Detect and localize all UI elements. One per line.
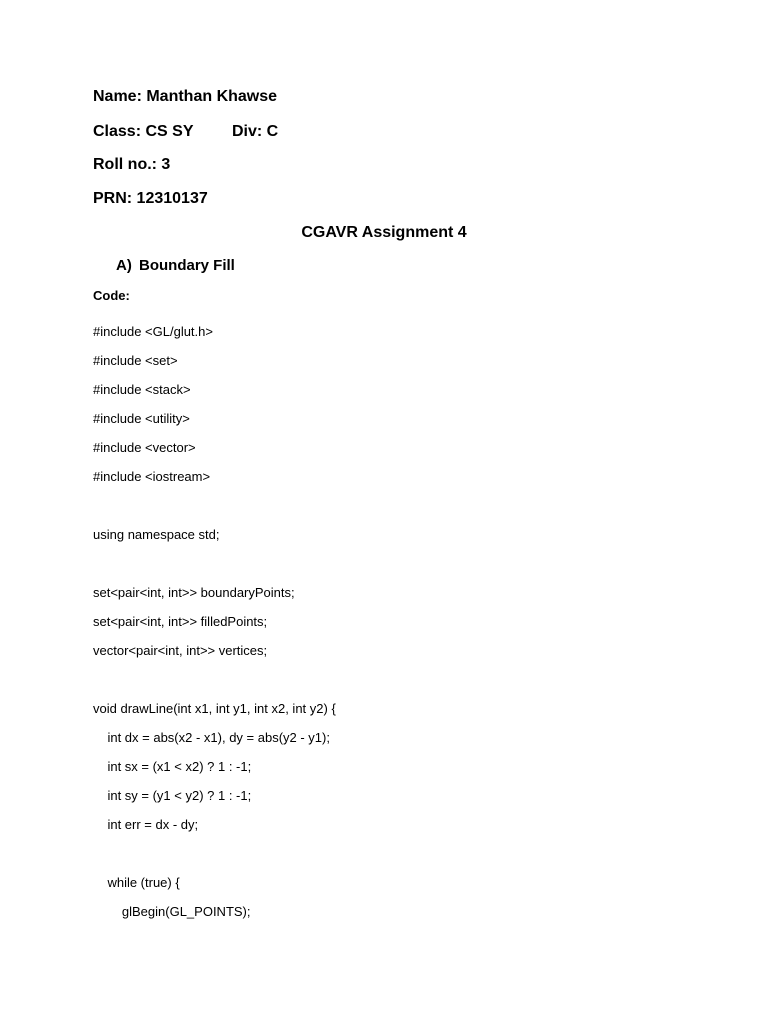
code-line: #include <vector> xyxy=(93,440,196,455)
code-line xyxy=(93,491,336,520)
code-line: int sy = (y1 < y2) ? 1 : -1; xyxy=(93,788,252,803)
code-line: #include <GL/glut.h> xyxy=(93,324,213,339)
code-line: #include <stack> xyxy=(93,382,191,397)
code-line: #include <set> xyxy=(93,353,178,368)
roll-number: Roll no.: 3 xyxy=(93,156,171,173)
prn-number: PRN: 12310137 xyxy=(93,190,208,207)
assignment-title: CGAVR Assignment 4 xyxy=(301,224,467,241)
section-marker: A) xyxy=(116,257,132,274)
code-line xyxy=(93,839,336,868)
code-line: set<pair<int, int>> boundaryPoints; xyxy=(93,585,295,600)
code-line: using namespace std; xyxy=(93,527,220,542)
class-line xyxy=(93,123,279,141)
code-line: vector<pair<int, int>> vertices; xyxy=(93,643,268,658)
code-line: int err = dx - dy; xyxy=(93,817,199,832)
code-line: int sx = (x1 < x2) ? 1 : -1; xyxy=(93,759,252,774)
student-name: Name: Manthan Khawse xyxy=(93,88,278,105)
code-line: set<pair<int, int>> filledPoints; xyxy=(93,614,268,629)
code-line: int dx = abs(x2 - x1), dy = abs(y2 - y1); xyxy=(93,730,330,745)
code-line: void drawLine(int x1, int y1, int x2, int y2) { xyxy=(93,701,336,716)
division-label: Div: C xyxy=(232,123,279,140)
code-line: while (true) { xyxy=(93,875,180,890)
code-block xyxy=(93,317,336,926)
code-line: #include <iostream> xyxy=(93,469,211,484)
section-heading xyxy=(116,257,235,274)
code-line xyxy=(93,665,336,694)
section-label: Boundary Fill xyxy=(139,257,235,274)
code-line: #include <utility> xyxy=(93,411,190,426)
code-line: glBegin(GL_POINTS); xyxy=(93,904,251,919)
code-label: Code: xyxy=(93,288,130,303)
code-line xyxy=(93,549,336,578)
class-label: Class: CS SY xyxy=(93,123,194,140)
